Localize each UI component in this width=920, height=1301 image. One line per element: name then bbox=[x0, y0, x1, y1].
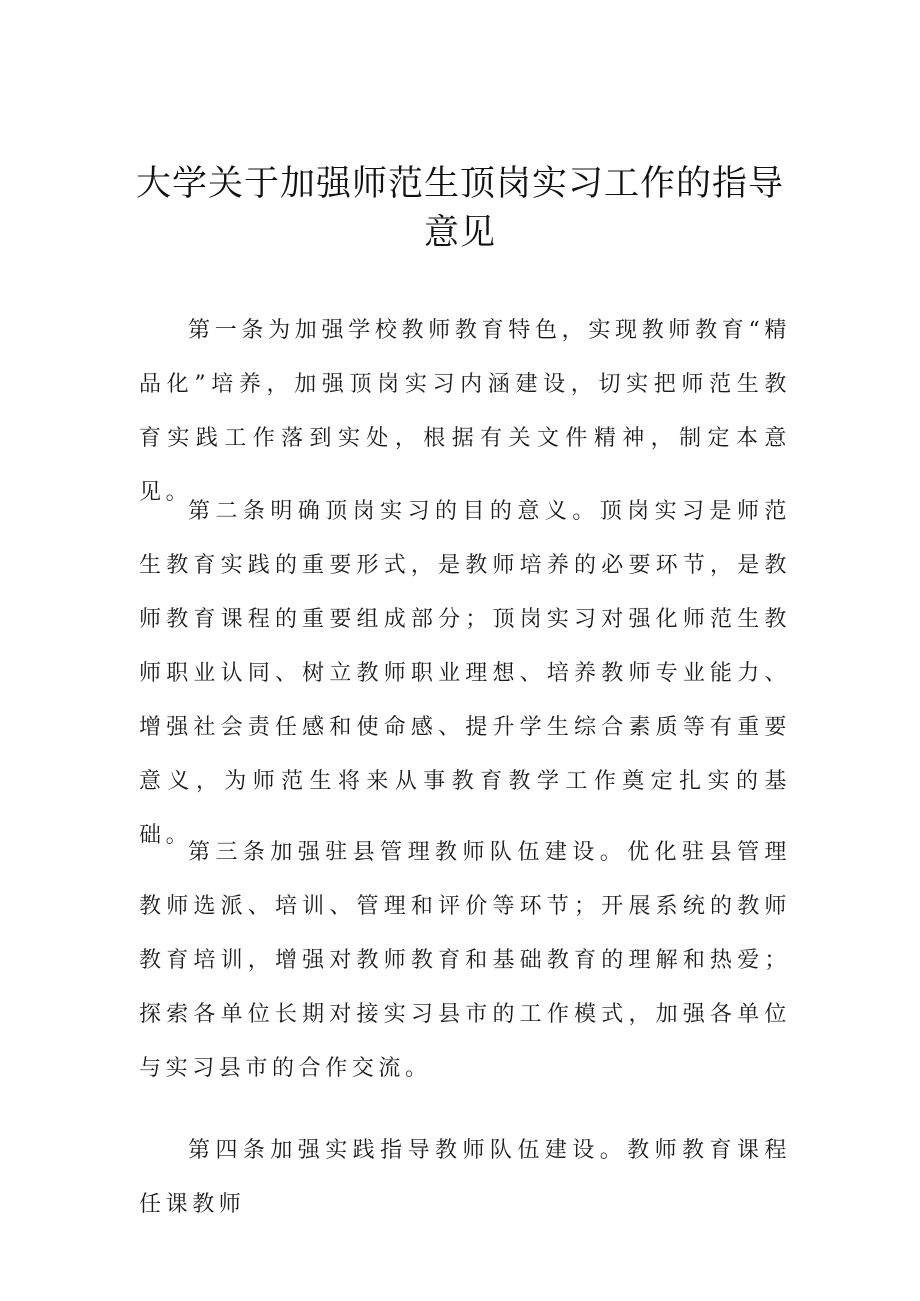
title-line-1: 大学关于加强师范生顶岗实习工作的指导 bbox=[135, 164, 784, 204]
article-3-paragraph: 第三条加强驻县管理教师队伍建设。优化驻县管理教师选派、培训、管理和评价等环节；开展系统的教师教育培训，增强对教师教育和基础教育的理解和热爱；探索各单位长期对接实习县市的工作模式，加强各单位与实习县市的合作交流。 bbox=[139, 840, 791, 1081]
document-title bbox=[120, 160, 800, 258]
title-line-2: 意见 bbox=[423, 213, 496, 253]
article-4-paragraph: 第四条加强实践指导教师队伍建设。教师教育课程任课教师 bbox=[139, 1138, 791, 1217]
article-1-paragraph: 第一条为加强学校教师教育特色，实现教师教育“精品化”培养，加强顶岗实习内涵建设，切实把师范生教育实践工作落到实处，根据有关文件精神，制定本意见。 bbox=[139, 318, 791, 505]
article-2-paragraph: 第二条明确顶岗实习的目的意义。顶岗实习是师范生教育实践的重要形式，是教师培养的必要环节，是教师教育课程的重要组成部分；顶岗实习对强化师范生教师职业认同、树立教师职业理想、培养教师专业能力、增强社会责任感和使命感、提升学生综合素质等有重要意义，为师范生将来从事教育教学工作奠定扎实的基础。 bbox=[139, 499, 791, 848]
